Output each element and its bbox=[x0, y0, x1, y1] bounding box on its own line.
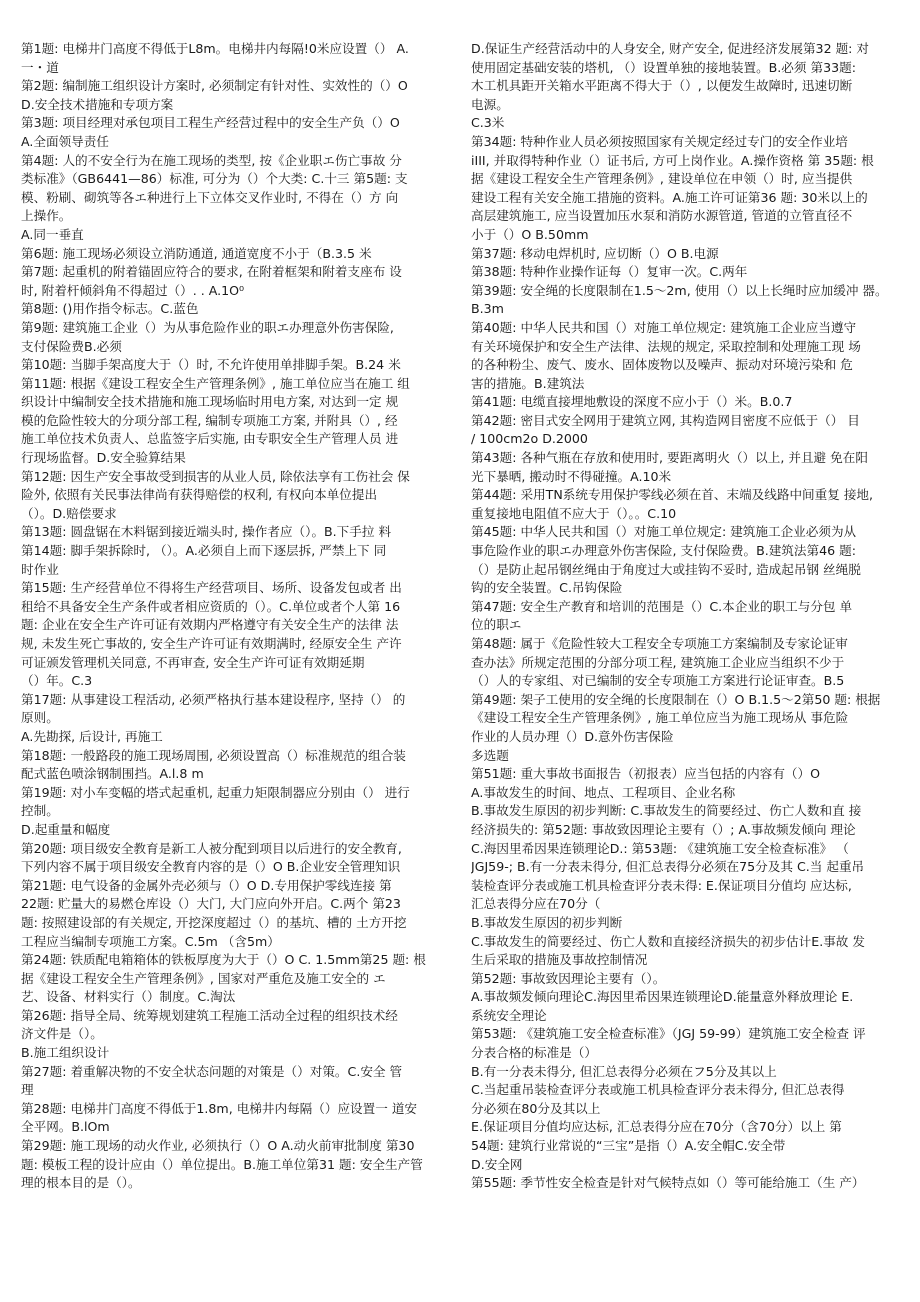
left-column-line: 第21题: 电气设备的金属外壳必须与（）O D.专用保护零线连接 第 bbox=[21, 877, 392, 893]
left-column-line: 工程应当编制专项施工方案。C.5m （含5m） bbox=[21, 933, 280, 949]
left-column-line: 22题: 贮量大的易燃仓库设（）大门, 大门应向外开启。C.两个 第23 bbox=[21, 896, 401, 912]
left-column-line: 第27题: 着重解决物的不安全状态问题的对策是（）对策。C.安全 管 bbox=[21, 1063, 403, 1079]
right-column-line: 第43题: 各种气瓶在存放和使用时, 要距离明火（）以上, 并且避 免在阳 bbox=[471, 450, 868, 466]
right-column-line: A.事故频发倾向理论C.海因里希因果连锁理论D.能量意外释放理论 E. bbox=[471, 989, 854, 1005]
right-column-line: 的各种粉尘、废气、废水、固体废物以及噪声、振动对环境污染和 危 bbox=[471, 357, 853, 373]
right-column-line: 第39题: 安全绳的长度限制在1.5～2m, 使用（）以上长绳时应加缓冲 器。 bbox=[471, 282, 888, 298]
right-column-line: （）人的专家组、对已编制的安全专项施工方案进行论证审查。B.5 bbox=[471, 673, 845, 689]
right-column-line: 有关环境保护和安全生产法律、法规的规定, 采取控制和处理施工现 场 bbox=[471, 338, 861, 354]
left-column-line: 第24题: 铁质配电箱箱体的铁板厚度为大于（）O C. 1.5mm第25 题: 根 bbox=[21, 952, 426, 968]
left-column-line: 控制。 bbox=[21, 803, 59, 819]
left-column-line: 租给不具备安全生产条件或者相应资质的（）。C.单位或者个人第 16 bbox=[21, 598, 401, 614]
right-column-line: 第44题: 采用TN系统专用保护零线必须在首、末端及线路中间重复 接地, bbox=[471, 487, 874, 503]
right-column-line: E.保证项目分值均应达标, 汇总表得分应在70分（含70分）以上 第 bbox=[471, 1119, 842, 1135]
right-column-line: 分必须在80分及其以上 bbox=[471, 1100, 601, 1116]
right-column-line: 位的职エ bbox=[471, 617, 522, 633]
right-column-line: 钩的安全装置。C.吊钩保险 bbox=[471, 580, 623, 596]
right-column-line: 第42题: 密目式安全网用于建筑立网, 其构造网目密度不应低于（） 目 bbox=[471, 412, 860, 428]
left-column-line: 第13题: 圆盘锯在木料锯到接近端头时, 操作者应（）。B.下手拉 料 bbox=[21, 524, 392, 540]
left-column-line: 艺、设备、材料实行（）制度。C.淘汰 bbox=[21, 989, 236, 1005]
left-column-line: 模的危险性较大的分项分部工程, 编制专项施工方案, 并附具（）, 经 bbox=[21, 412, 398, 428]
right-column-line: 汇总表得分应在70分（ bbox=[471, 896, 601, 912]
right-column-line: 第48题: 属于《危险性较大工程安全专项施工方案编制及专家论证审 bbox=[471, 636, 848, 651]
left-column-line: 行现场监督。D.安全验算结果 bbox=[21, 450, 186, 466]
right-column-line: C.事故发生的简要经过、伤亡人数和直接经济损失的初步估计E.事故 发 bbox=[471, 933, 865, 949]
right-column-line: 重复接地电阻值不应大于（）。。C.10 bbox=[471, 505, 677, 521]
right-column-line: D.安全网 bbox=[471, 1156, 523, 1172]
right-column-line: 生后采取的措施及事故控制情况 bbox=[471, 952, 648, 968]
left-column-line: 第9题: 建筑施工企业（）为从事危险作业的职エ办理意外伤害保险, bbox=[21, 319, 394, 335]
right-column-line: JGJ59-; B.有一分表未得分, 但汇总表得分必须在75分及其 C.当 起重吊 bbox=[471, 859, 865, 875]
right-column-line: 据《建设工程安全生产管理条例》, 建设单位在申领（）时, 应当提供 bbox=[471, 171, 853, 187]
right-column-line: 第40题: 中华人民共和国（）对施工单位规定: 建筑施工企业应当遵守 bbox=[471, 319, 857, 335]
left-column-line: 类标准》（GB6441—86）标准, 可分为（）个大类: C.十三 第5题: 支 bbox=[21, 171, 408, 187]
left-column-line: 理的根本目的是（）。 bbox=[21, 1175, 141, 1191]
left-column-line: 一・道 bbox=[21, 59, 59, 75]
left-column-line: 第4题: 人的不安全行为在施工现场的类型, 按《企业职エ伤亡事故 分 bbox=[21, 152, 402, 168]
right-column-line: C.3米 bbox=[471, 115, 505, 131]
left-column-line: A.同一垂直 bbox=[21, 226, 84, 242]
right-column-line: 第49题: 架子工使用的安全绳的长度限制在（）O B.1.5～2第50 题: 根据 bbox=[471, 691, 881, 707]
right-column-line: 分表合格的标准是（） bbox=[471, 1045, 597, 1061]
left-column-line: 第15题: 生产经营单位不得将生产经营项目、场所、设备发包或者 出 bbox=[21, 580, 402, 596]
left-column-line: 据《建设工程安全生产管理条例》, 国家对严重危及施工安全的 エ bbox=[21, 970, 386, 986]
right-column-line: 第37题: 移动电焊机时, 应切断（）O B.电源 bbox=[471, 245, 719, 261]
right-column-line: 54题: 建筑行业常说的“三宝”是指（）A.安全帽C.安全带 bbox=[471, 1138, 786, 1154]
left-column-line: 第18题: 一般路段的施工现场周围, 必须设置高（）标准规范的组合装 bbox=[21, 747, 406, 763]
right-column-line: A.事故发生的时间、地点、工程项目、企业名称 bbox=[471, 784, 736, 800]
right-column-line: B.事故发生原因的初步判断 bbox=[471, 914, 623, 930]
right-column-line: 事危险作业的职エ办理意外伤害保险, 支付保险费。B.建筑法第46 题: bbox=[471, 543, 856, 559]
left-column-line: A.先勘探, 后设计, 再施工 bbox=[21, 728, 163, 744]
left-column-line: 模、粉刷、砌筑等各エ种进行上下立体交叉作业时, 不得在（）方 向 bbox=[21, 189, 399, 205]
right-column-line: 第55题: 季节性安全检查是针对气候特点如（）等可能给施工（生 产） bbox=[471, 1175, 865, 1191]
right-column-line: 第53题: 《建筑施工安全检查标准》（JGJ 59-99）建筑施工安全检查 评 bbox=[471, 1026, 866, 1042]
left-column-line: 险外, 依照有关民事法律尚有获得赔偿的权利, 有权向本单位提出 bbox=[21, 487, 378, 503]
left-column-line: 第3题: 项目经理对承包项目工程生产经营过程中的安全生产负（）O bbox=[21, 115, 400, 131]
left-column-line: 济文件是（）。 bbox=[21, 1026, 103, 1042]
left-column-line: D.安全技术措施和专项方案 bbox=[21, 96, 174, 112]
left-column-line: 题: 企业在安全生产许可证有效期内严格遵守有关安全生产的法律 法 bbox=[21, 617, 399, 633]
left-column-line: （）年。C.3 bbox=[21, 673, 93, 689]
left-column-line: 施工单位技术负责人、总监签字后实施, 由专职安全生产管理人员 进 bbox=[21, 431, 399, 447]
right-column-line: 第52题: 事故致因理论主要有（）。 bbox=[471, 970, 666, 986]
right-column-line: 小于（）O B.50mm bbox=[471, 226, 589, 242]
left-column-line: 原则。 bbox=[21, 710, 59, 726]
right-column-line: 装检查评分表或施工机具检查评分表未得: E.保证项目分值均 应达标, bbox=[471, 877, 852, 893]
left-column-line: 第14题: 脚手架拆除时, （）。A.必须自上而下逐层拆, 严禁上下 同 bbox=[21, 543, 387, 559]
right-column-line: 木工机具距开关箱水平距离不得大于（）, 以便发生故障时, 迅速切断 bbox=[471, 78, 853, 94]
right-column-line: B.事故发生原因的初步判断: C.事故发生的简要经过、伤亡人数和直 接 bbox=[471, 803, 862, 819]
left-column-line: 配式蓝色喷涂钢制围挡。A.l.8 m bbox=[21, 766, 204, 782]
right-column-line: 第41题: 电缆直接埋地敷设的深度不应小于（）米。B.0.7 bbox=[471, 394, 793, 410]
left-column-line: 题: 按照建设部的有关规定, 开挖深度超过（）的基坑、槽的 土方开挖 bbox=[21, 914, 407, 930]
right-column-line: 第51题: 重大事故书面报告（初报表）应当包括的内容有（）O bbox=[471, 766, 821, 782]
right-column-line: 光下暴晒, 搬动时不得碰撞。A.10米 bbox=[471, 468, 672, 484]
left-column-line: 织设计中编制安全技术措施和施工现场临时用电方案, 对达到一定 规 bbox=[21, 394, 399, 410]
left-column-line: 上操作。 bbox=[21, 208, 72, 224]
left-column-line: 第10题: 当脚手架高度大于（）时, 不允许使用单排脚手架。B.24 米 bbox=[21, 357, 401, 373]
left-column-line: D.起重量和幅度 bbox=[21, 821, 111, 837]
right-column-line: 第47题: 安全生产教育和培训的范围是（）C.本企业的职工与分包 单 bbox=[471, 598, 853, 614]
left-column-line: 第26题: 指导全局、统筹规划建筑工程施工活动全过程的组织技术经 bbox=[21, 1007, 398, 1023]
right-column-line: 建设工程有关安全施工措施的资料。A.施工许可证第36 题: 30米以上的 bbox=[471, 189, 868, 205]
left-column-line: 第12题: 因生产安全事故受到损害的从业人员, 除依法享有工伤社会 保 bbox=[21, 468, 410, 484]
right-column-line: 作业的人员办理（）D.意外伤害保险 bbox=[471, 728, 674, 744]
left-column-line: 理 bbox=[21, 1082, 34, 1098]
left-column-line: 第28题: 电梯井门高度不得低于1.8m, 电梯井内每隔（）应设置一 道安 bbox=[21, 1100, 418, 1116]
left-column-line: 题: 模板工程的设计应由（）单位提出。B.施工单位第31 题: 安全生产管 bbox=[21, 1156, 423, 1172]
left-column-line: 第2题: 编制施工组织设计方案时, 必须制定有针对性、实效性的（）O bbox=[21, 78, 408, 94]
left-column-line: 第17题: 从事建设工程活动, 必须严格执行基本建设程序, 坚持（） 的 bbox=[21, 691, 406, 707]
left-column-line: 全平网。B.lOm bbox=[21, 1119, 110, 1135]
left-column-line: 第11题: 根据《建设工程安全生产管理条例》, 施工单位应当在施工 组 bbox=[21, 375, 410, 391]
right-column-line: 第34题: 特种作业人员必须按照国家有关规定经过专门的安全作业培 bbox=[471, 133, 848, 149]
left-column-line: 第29题: 施工现场的动火作业, 必须执行（）O A.动火前审批制度 第30 bbox=[21, 1138, 415, 1154]
right-column-line: B.有一分表未得分, 但汇总表得分必须在フ5分及其以上 bbox=[471, 1063, 777, 1079]
right-column-line: B.3m bbox=[471, 301, 504, 317]
left-column-line: 第1题: 电梯井门高度不得低于L8m。电梯井内每隔!0米应设置（） A. bbox=[21, 41, 409, 56]
left-column-line: （）。D.赔偿要求 bbox=[21, 505, 117, 521]
left-column-line: 可证颁发管理机关同意, 不再审查, 安全生产许可证有效期延期 bbox=[21, 654, 365, 670]
left-column-line: 规, 未发生死亡事故的, 安全生产许可证有效期满时, 经原安全生 产许 bbox=[21, 636, 402, 651]
right-column-line: 经济损失的: 第52题: 事故致因理论主要有（）; A.事故频发倾向 理论 bbox=[471, 821, 856, 837]
left-column-line: A.全面领导责任 bbox=[21, 133, 109, 149]
right-column bbox=[471, 40, 909, 1193]
right-column-line: 使用固定基础安装的塔机, （）设置单独的接地装置。B.必须 第33题: bbox=[471, 59, 856, 75]
left-column-line: 第20题: 项目级安全教育是新工人被分配到项目以后进行的安全教育, bbox=[21, 840, 402, 856]
left-column-line: 第8题: ()用作指令标志。C.蓝色 bbox=[21, 301, 199, 317]
left-column-line: B.施工组织设计 bbox=[21, 1045, 110, 1061]
right-column-line: C.当起重吊装检查评分表或施工机具检查评分表未得分, 但汇总表得 bbox=[471, 1082, 845, 1098]
right-column-line: C.海因里希因果连锁理论D.: 第53题: 《建筑施工安全检查标准》 （ bbox=[471, 840, 849, 856]
right-column-line: （）是防止起吊钢丝绳由于角度过大或挂钩不妥时, 造成起吊钢 丝绳脱 bbox=[471, 561, 861, 577]
right-column-line: iIII, 并取得特种作业（）证书后, 方可上岗作业。A.操作资格 第 35题: 根 bbox=[471, 152, 874, 168]
left-column-line: 支付保险费B.必须 bbox=[21, 338, 122, 354]
right-column-line: 多选题 bbox=[471, 747, 509, 763]
left-column-line: 第6题: 施工现场必须设立消防通道, 通道宽度不小于（B.3.5 米 bbox=[21, 245, 372, 261]
left-column-line: 第19题: 对小车变幅的塔式起重机, 起重力矩限制器应分别由（） 进行 bbox=[21, 784, 410, 800]
left-column-line: 时作业 bbox=[21, 561, 59, 577]
right-column-line: 害的措施。B.建筑法 bbox=[471, 375, 585, 391]
right-column-line: 《建设工程安全生产管理条例》, 施工单位应当为施工现场从 事危险 bbox=[471, 710, 849, 726]
right-column-line: / 100cm2o D.2000 bbox=[471, 431, 588, 447]
right-column-line: 电源。 bbox=[471, 96, 509, 112]
right-column-line: 第38题: 特种作业操作证每（）复审一次。C.两年 bbox=[471, 264, 748, 280]
right-column-line: D.保证生产经营活动中的人身安全, 财产安全, 促进经济发展第32 题: 对 bbox=[471, 41, 870, 56]
left-column-line: 下列内容不属于项目级安全教育内容的是（）O B.企业安全管理知识 bbox=[21, 859, 401, 875]
right-column-line: 查办法》所规定范围的分部分项工程, 建筑施工企业应当组织不少于 bbox=[471, 654, 845, 670]
right-column-line: 系统安全理论 bbox=[471, 1007, 547, 1023]
left-column-line: 第7题: 起重机的附着锚固应符合的要求, 在附着框架和附着支座布 设 bbox=[21, 264, 402, 280]
left-column bbox=[21, 40, 449, 1193]
right-column-line: 第45题: 中华人民共和国（）对施工单位规定: 建筑施工企业必须为从 bbox=[471, 524, 857, 540]
left-column-line: 时, 附着杆倾斜角不得超过（）. . A.1O⁰ bbox=[21, 282, 245, 298]
right-column-line: 高层建筑施工, 应当设置加压水泵和消防水源管道, 管道的立管直径不 bbox=[471, 208, 853, 224]
